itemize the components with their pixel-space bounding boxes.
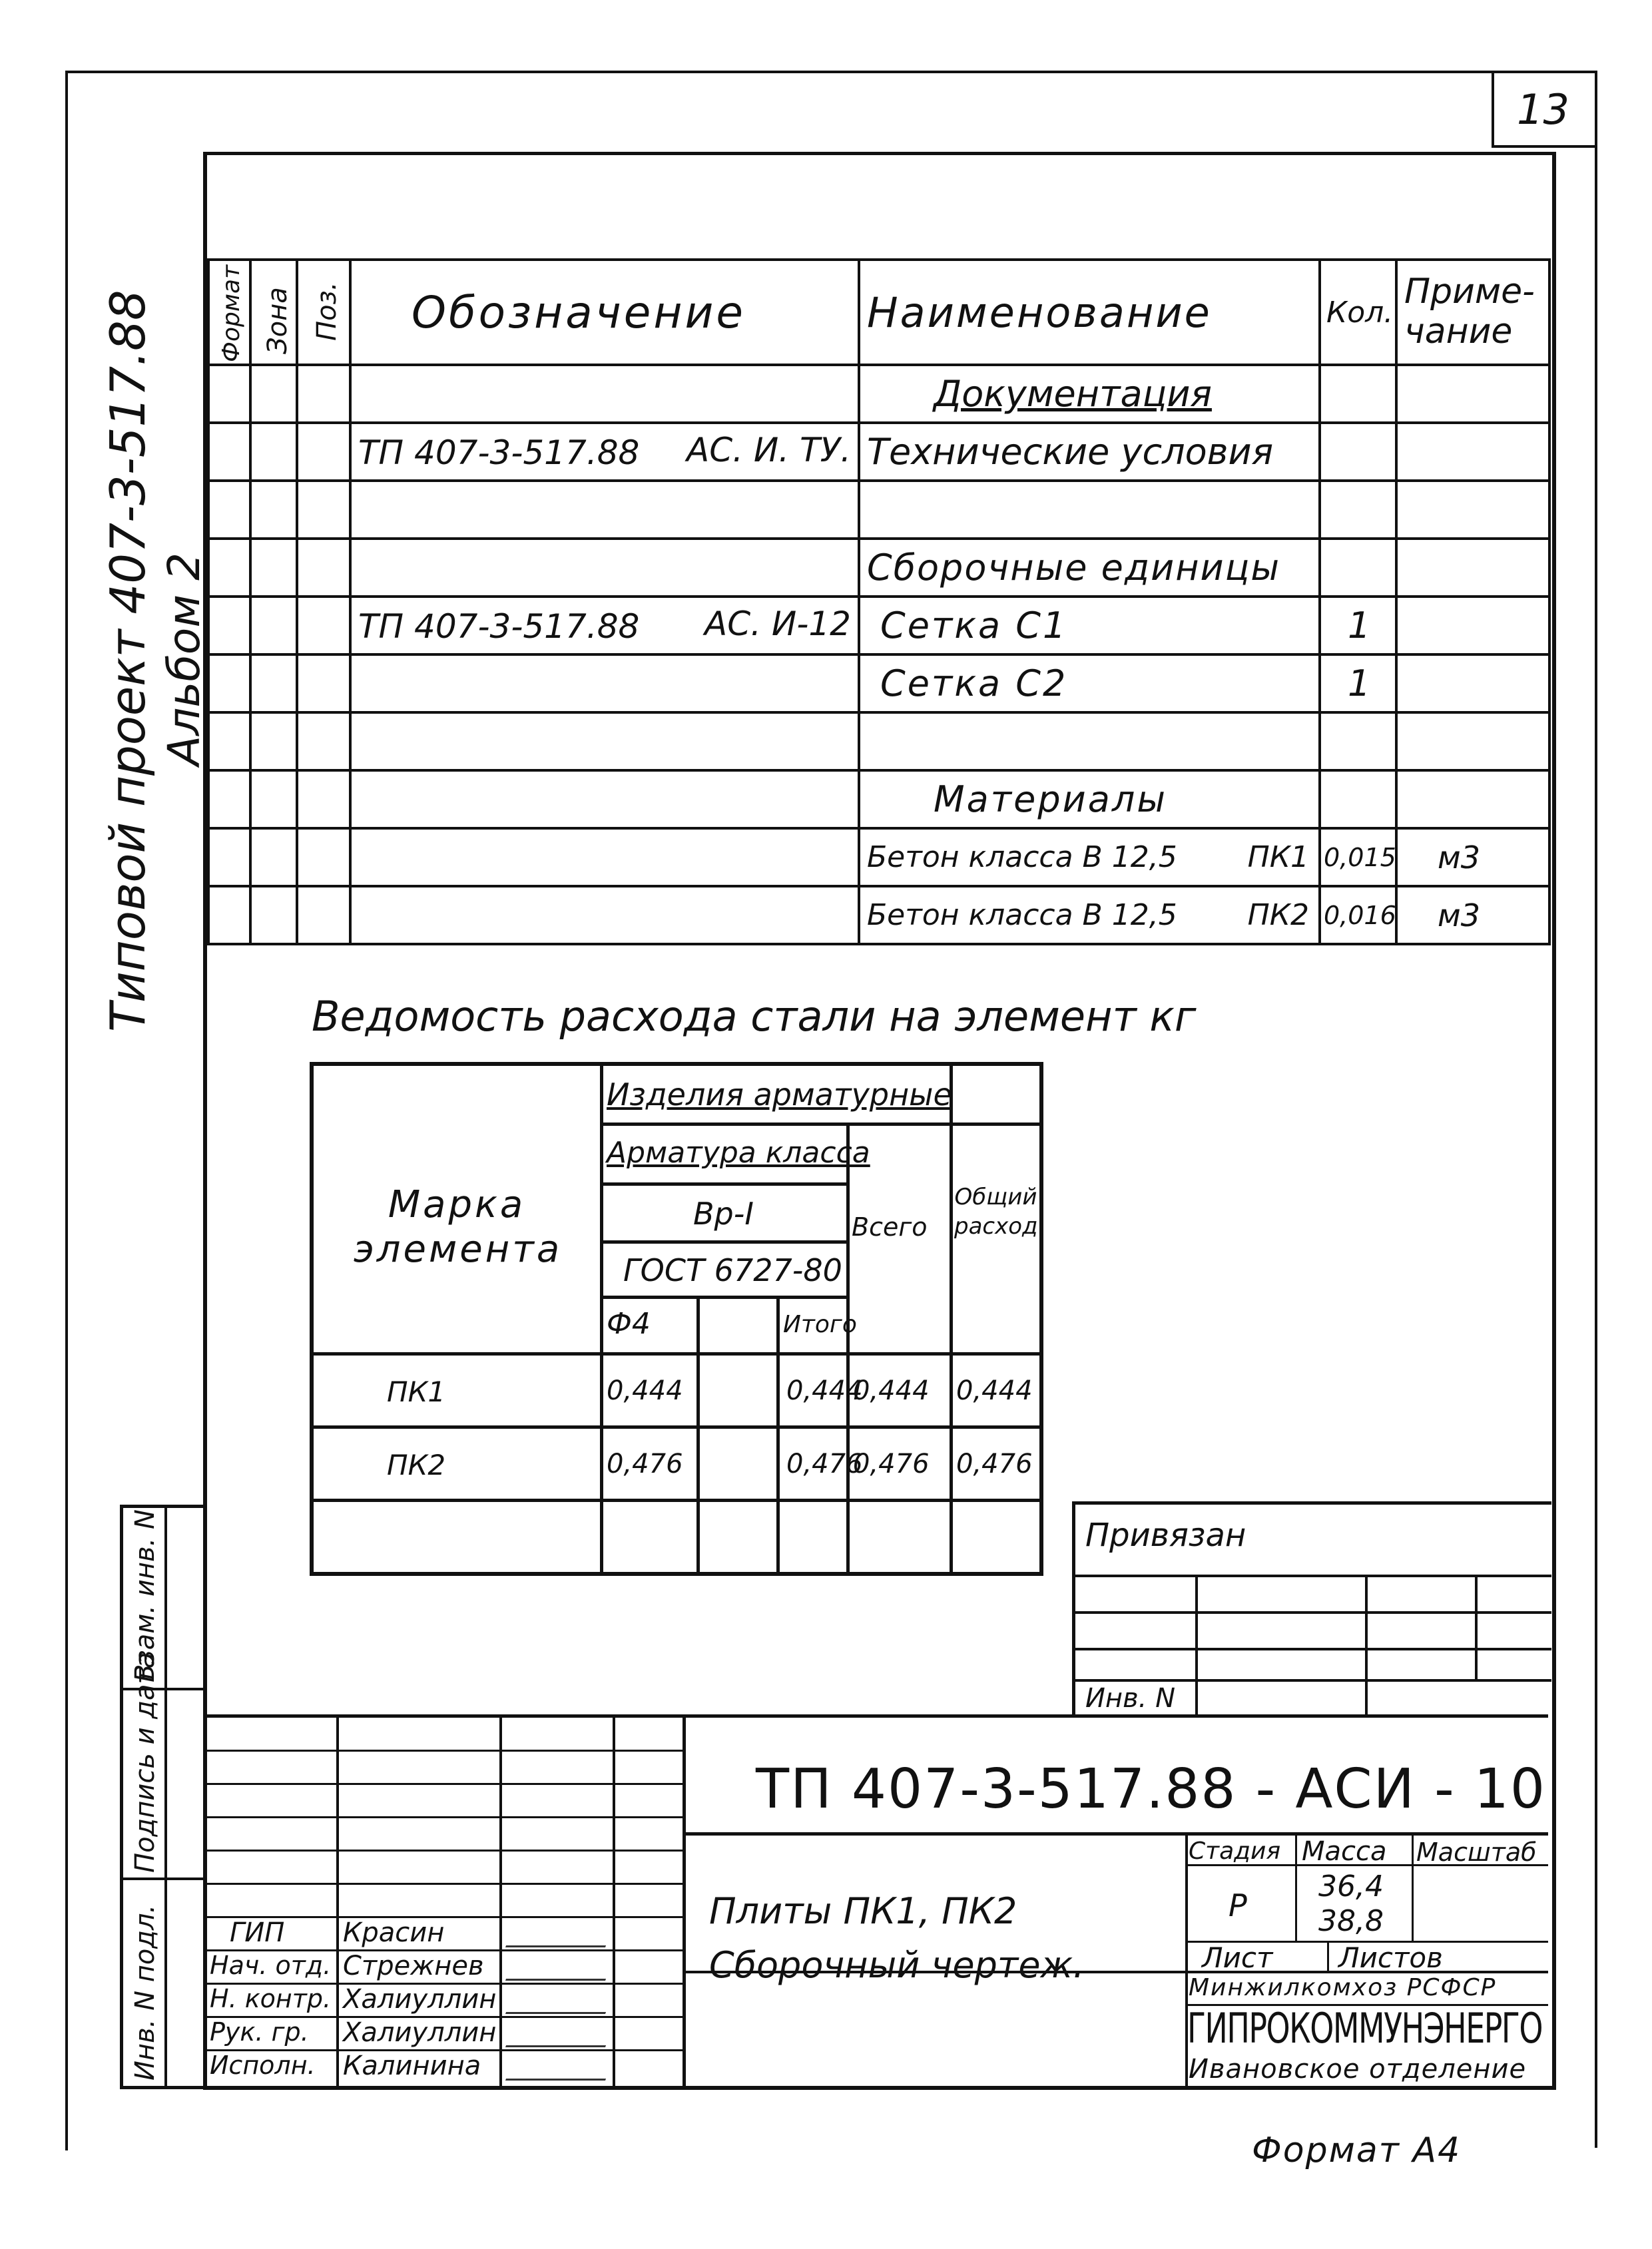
signature-ispoln xyxy=(505,2059,613,2081)
side-title-line2: Альбом 2 xyxy=(158,552,210,766)
header-note: Приме- чание xyxy=(1396,260,1549,365)
steel-row-total: 0,476 xyxy=(956,1449,1033,1479)
header-zone: Зона xyxy=(262,287,293,354)
left-stamp-vzam: Взам. инв. N xyxy=(130,1509,160,1682)
specification-table xyxy=(207,258,1551,945)
signature-nach-otd xyxy=(505,1959,613,1981)
steel-itogo: Итого xyxy=(783,1311,857,1338)
spec-mark: ПК2 xyxy=(1247,898,1309,932)
left-stamp-inv-podl: Инв. N подл. xyxy=(130,1904,160,2081)
signature-n-kontr xyxy=(505,1992,613,2014)
spec-row xyxy=(208,886,1549,944)
format-label: Формат А4 xyxy=(1252,2130,1462,2170)
name-gip: Красин xyxy=(343,1917,445,1948)
spec-name: Сборочные единицы xyxy=(859,539,1320,597)
spec-row xyxy=(208,597,1549,654)
privyazan-label: Привязан xyxy=(1085,1517,1246,1554)
spec-row xyxy=(208,654,1549,712)
steel-row-d4: 0,476 xyxy=(607,1449,683,1479)
outer-right-border xyxy=(1595,71,1597,2148)
spec-code: АС. И. ТУ. xyxy=(687,431,851,469)
spec-name: Бетон класса В 12,5 xyxy=(867,898,1177,932)
scale-label: Масштаб xyxy=(1416,1838,1537,1867)
role-n-kontr: Н. контр. xyxy=(210,1984,332,2013)
org-line-1: Минжилкомхоз РСФСР xyxy=(1189,1974,1497,2001)
steel-row-itogo: 0,476 xyxy=(786,1449,863,1479)
spec-qty: 0,015 xyxy=(1320,828,1396,886)
header-qty: Кол. xyxy=(1320,260,1396,365)
spec-designation: ТП 407-3-517.88 xyxy=(358,607,640,646)
privyazan-inv: Инв. N xyxy=(1085,1683,1175,1714)
role-nach-otd: Нач. отд. xyxy=(210,1951,332,1980)
steel-gost: ГОСТ 6727-80 xyxy=(623,1252,842,1288)
steel-row-mark: ПК2 xyxy=(387,1449,446,1481)
outer-left-border xyxy=(65,73,68,2150)
sheets-label: Листов xyxy=(1338,1941,1443,1974)
spec-row xyxy=(208,539,1549,597)
steel-table xyxy=(310,1062,1043,1576)
title-block xyxy=(203,1714,1548,2086)
spec-note: м3 xyxy=(1396,828,1549,886)
drawing-code: ТП 407-3-517.88 - АСИ - 10 xyxy=(756,1758,1547,1821)
spec-name: Бетон класса В 12,5 xyxy=(867,840,1177,874)
spec-name: Сетка С2 xyxy=(859,654,1320,712)
name-ispoln: Калинина xyxy=(343,2051,481,2081)
name-ruk-gr: Халиуллин xyxy=(343,2017,497,2048)
mass-label: Масса xyxy=(1302,1836,1387,1867)
header-pos: Поз. xyxy=(312,282,342,341)
spec-row xyxy=(208,770,1549,828)
spec-name: Сетка С1 xyxy=(859,597,1320,654)
spec-name: Материалы xyxy=(859,770,1320,828)
spec-qty: 1 xyxy=(1320,597,1396,654)
privyazan-block xyxy=(1072,1501,1551,1718)
steel-col-mark: Марка элемента xyxy=(354,1183,563,1272)
header-format: Формат xyxy=(218,264,245,362)
steel-row-vsego: 0,444 xyxy=(853,1375,930,1406)
spec-qty: 1 xyxy=(1320,654,1396,712)
steel-row-total: 0,444 xyxy=(956,1375,1033,1406)
steel-row-itogo: 0,444 xyxy=(786,1375,863,1406)
spec-name: Документация xyxy=(859,365,1320,423)
spec-header-row xyxy=(208,260,1549,365)
steel-row-mark: ПК1 xyxy=(387,1375,446,1408)
left-stamp-podpis: Подпись и дата xyxy=(130,1652,160,1873)
spec-row xyxy=(208,423,1549,481)
left-stamp xyxy=(120,1505,206,2089)
mass-value-1: 36,4 xyxy=(1318,1870,1384,1903)
org-line-2: ГИПРОКОММУНЭНЕРГО xyxy=(1187,2004,1543,2053)
spec-row xyxy=(208,365,1549,423)
steel-d4: Ф4 xyxy=(607,1307,651,1341)
spec-qty: 0,016 xyxy=(1320,886,1396,944)
steel-group: Изделия арматурные xyxy=(607,1077,952,1113)
spec-note: м3 xyxy=(1396,886,1549,944)
header-name: Наименование xyxy=(859,260,1320,365)
spec-code: АС. И-12 xyxy=(704,605,851,643)
signature-ruk-gr xyxy=(505,2025,613,2047)
spec-mark: ПК1 xyxy=(1247,840,1309,874)
role-ruk-gr: Рук. гр. xyxy=(210,2017,309,2047)
stage-value: Р xyxy=(1229,1887,1247,1923)
sheet-label: Лист xyxy=(1202,1941,1273,1974)
side-title-line1: Типовой проект 407-3-517.88 xyxy=(100,290,156,1032)
name-nach-otd: Стрежнев xyxy=(343,1951,484,1981)
steel-vsego: Всего xyxy=(852,1212,928,1242)
spec-name: Технические условия xyxy=(859,423,1320,481)
outer-top-border xyxy=(65,71,1597,73)
stage-label: Стадия xyxy=(1189,1838,1281,1865)
signature-gip xyxy=(505,1925,613,1947)
steel-class-value: Вр-I xyxy=(693,1196,754,1232)
drawing-name: Плиты ПК1, ПК2 Сборочный чертеж. xyxy=(709,1890,1085,1986)
spec-designation: ТП 407-3-517.88 xyxy=(358,433,640,472)
spec-row xyxy=(208,828,1549,886)
role-gip: ГИП xyxy=(230,1917,285,1948)
steel-class-label: Арматура класса xyxy=(607,1136,870,1170)
mass-value-2: 38,8 xyxy=(1318,1904,1384,1938)
header-designation: Обозначение xyxy=(350,260,859,365)
org-line-3: Ивановское отделение xyxy=(1189,2054,1527,2085)
sheet-number: 13 xyxy=(1517,85,1569,134)
steel-table-title: Ведомость расхода стали на элемент кг xyxy=(312,992,1197,1041)
steel-obshchiy: Общий расход xyxy=(954,1184,1038,1240)
steel-row-d4: 0,444 xyxy=(607,1375,683,1406)
steel-row-vsego: 0,476 xyxy=(853,1449,930,1479)
name-n-kontr: Халиуллин xyxy=(343,1984,497,2015)
spec-row xyxy=(208,712,1549,770)
spec-row xyxy=(208,481,1549,539)
role-ispoln: Исполн. xyxy=(210,2051,316,2080)
